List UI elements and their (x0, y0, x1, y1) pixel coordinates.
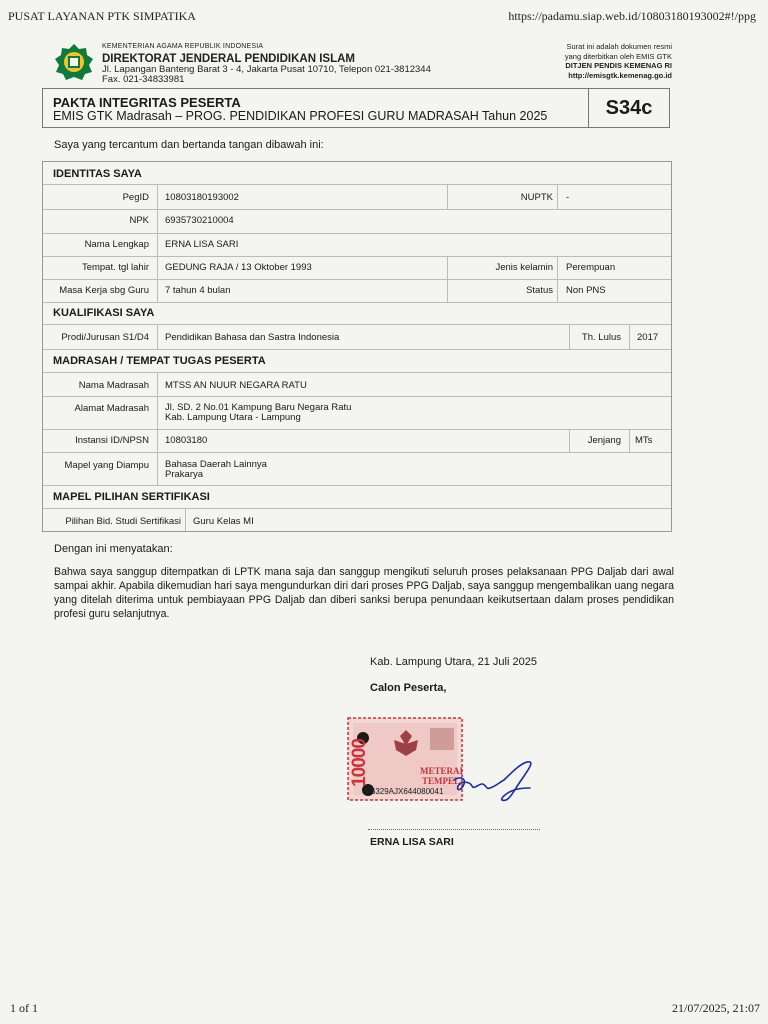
divider (43, 233, 671, 234)
divider (185, 508, 186, 531)
label-status: Status (526, 285, 553, 296)
divider (557, 256, 558, 302)
note-line: DITJEN PENDIS KEMENAG RI (565, 61, 672, 70)
divider (43, 429, 671, 430)
section-madrasah: MADRASAH / TEMPAT TUGAS PESERTA (53, 355, 266, 367)
note-line: yang diterbitkan oleh EMIS GTK (564, 51, 672, 61)
page-count: 1 of 1 (10, 1001, 38, 1015)
label-jenis-kelamin: Jenis kelamin (495, 262, 553, 273)
label-instansi: Instansi ID/NPSN (75, 435, 149, 446)
divider (43, 372, 671, 373)
place-date: Kab. Lampung Utara, 21 Juli 2025 (370, 656, 537, 668)
label-tahun-lulus: Th. Lulus (581, 332, 621, 343)
divider (629, 324, 630, 349)
stamp-text-tempel: TEMPEL (422, 776, 461, 786)
stamp-text-meterai: METERAI (420, 766, 464, 776)
label-masa-kerja: Masa Kerja sbg Guru (59, 285, 149, 296)
print-timestamp: 21/07/2025, 21:07 (671, 1001, 760, 1015)
divider (157, 184, 158, 302)
document-title: PAKTA INTEGRITAS PESERTA (53, 95, 241, 110)
signature-line (368, 829, 540, 830)
divider (447, 256, 448, 302)
fax: Fax. 021-34833981 (102, 74, 185, 85)
label-pilihan-bidang: Pilihan Bid. Studi Sertifikasi (65, 516, 181, 527)
divider (43, 485, 671, 486)
value-tahun-lulus: 2017 (637, 332, 659, 343)
signature-icon (440, 752, 540, 812)
official-note (565, 42, 672, 80)
section-mapel-pilihan: MAPEL PILIHAN SERTIFIKASI (53, 491, 210, 503)
divider (43, 508, 671, 509)
divider (43, 209, 671, 210)
note-url: http://emisgtk.kemenag.go.id (568, 70, 672, 80)
label-nuptk: NUPTK (520, 192, 553, 203)
divider (43, 279, 671, 280)
statement-heading: Dengan ini menyatakan: (54, 543, 173, 555)
value-nama-madrasah: MTSS AN NUUR NEGARA RATU (165, 380, 307, 391)
label-npk: NPK (129, 215, 149, 226)
value-pilihan-bidang: Guru Kelas MI (193, 516, 254, 527)
label-jenjang: Jenjang (587, 435, 621, 446)
label-nama-madrasah: Nama Madrasah (78, 380, 149, 391)
ministry-name: KEMENTERIAN AGAMA REPUBLIK INDONESIA (102, 43, 264, 50)
label-mapel: Mapel yang Diampu (64, 460, 149, 471)
divider (569, 429, 570, 452)
letterhead-text (102, 42, 431, 86)
value-pegid: 10803180193002 (165, 192, 239, 203)
label-ttl: Tempat. tgl lahir (81, 262, 149, 273)
kemenag-logo-icon (54, 43, 94, 81)
print-header-left: PUSAT LAYANAN PTK SIMPATIKA (8, 9, 196, 23)
candidate-label: Calon Peserta, (370, 682, 447, 694)
divider (43, 349, 671, 350)
document-subtitle: EMIS GTK Madrasah – PROG. PENDIDIKAN PROFESI GURU MADRASAH Tahun 2025 (53, 109, 548, 123)
value-jenjang: MTs (635, 435, 653, 446)
divider (629, 429, 630, 452)
label-pegid: PegID (122, 192, 149, 203)
form-code: S34c (588, 89, 669, 127)
mapel-line: Bahasa Daerah Lainnya (165, 459, 267, 470)
divider (557, 184, 558, 209)
divider (157, 324, 158, 349)
value-masa-kerja: 7 tahun 4 bulan (165, 285, 231, 296)
intro-text: Saya yang tercantum dan bertanda tangan dibawah ini: (54, 139, 324, 151)
divider (569, 324, 570, 349)
stamp-value-box (348, 730, 372, 792)
print-header-url: https://padamu.siap.web.id/10803180193002#!/ppg (508, 9, 756, 23)
note-line: Surat ini adalah dokumen resmi (566, 42, 672, 51)
value-instansi: 10803180 (165, 435, 208, 446)
value-alamat-madrasah (165, 403, 351, 423)
signer-name: ERNA LISA SARI (370, 836, 454, 848)
statement-text: Bahwa saya sanggup ditempatkan di LPTK mana saja dan sanggup mengikuti seluruh proses pelaksanaan PPG Daljab dari awal sampai akhir. Apabila dikemudian hari saya mengundurkan diri dari proses PPG Daljab, saya sanggup mengembalikan uang negara yang ditelah diterima untuk pembiayaan PPG Daljab dan diberi sanksi berupa penundaan keikutsertaan dalam proses pendidikan profesi guru selanjutnya. (54, 566, 674, 620)
value-status: Non PNS (566, 285, 606, 296)
divider (43, 324, 671, 325)
value-mapel (165, 460, 267, 480)
divider (447, 184, 448, 209)
section-identitas: IDENTITAS SAYA (53, 168, 142, 180)
stamp-value: 10000 (349, 739, 370, 787)
value-npk: 6935730210004 (165, 215, 234, 226)
label-alamat-madrasah: Alamat Madrasah (74, 403, 149, 414)
alamat-line: Kab. Lampung Utara - Lampung (165, 412, 301, 423)
divider (43, 184, 671, 185)
mapel-line: Prakarya (165, 469, 204, 480)
address: Jl. Lapangan Banteng Barat 3 - 4, Jakarta Pusat 10710, Telepon 021-3812344 (102, 63, 431, 75)
form-table (42, 161, 672, 532)
divider (43, 396, 671, 397)
divider (157, 372, 158, 485)
directorate-name: DIREKTORAT JENDERAL PENDIDIKAN ISLAM (102, 52, 356, 65)
label-prodi: Prodi/Jurusan S1/D4 (61, 332, 149, 343)
title-box (42, 88, 670, 128)
value-jenis-kelamin: Perempuan (566, 262, 616, 273)
divider (43, 256, 671, 257)
stamp-serial: F6329AJX644080041 (366, 787, 444, 796)
value-nama: ERNA LISA SARI (165, 239, 239, 250)
value-prodi: Pendidikan Bahasa dan Sastra Indonesia (165, 332, 340, 343)
letterhead (54, 42, 672, 84)
alamat-line: Jl. SD. 2 No.01 Kampung Baru Negara Ratu (165, 402, 352, 413)
divider (43, 302, 671, 303)
value-ttl: GEDUNG RAJA / 13 Oktober 1993 (165, 262, 312, 273)
value-nuptk: - (566, 192, 570, 203)
label-nama: Nama Lengkap (84, 239, 149, 250)
divider (43, 452, 671, 453)
section-kualifikasi: KUALIFIKASI SAYA (53, 307, 155, 319)
